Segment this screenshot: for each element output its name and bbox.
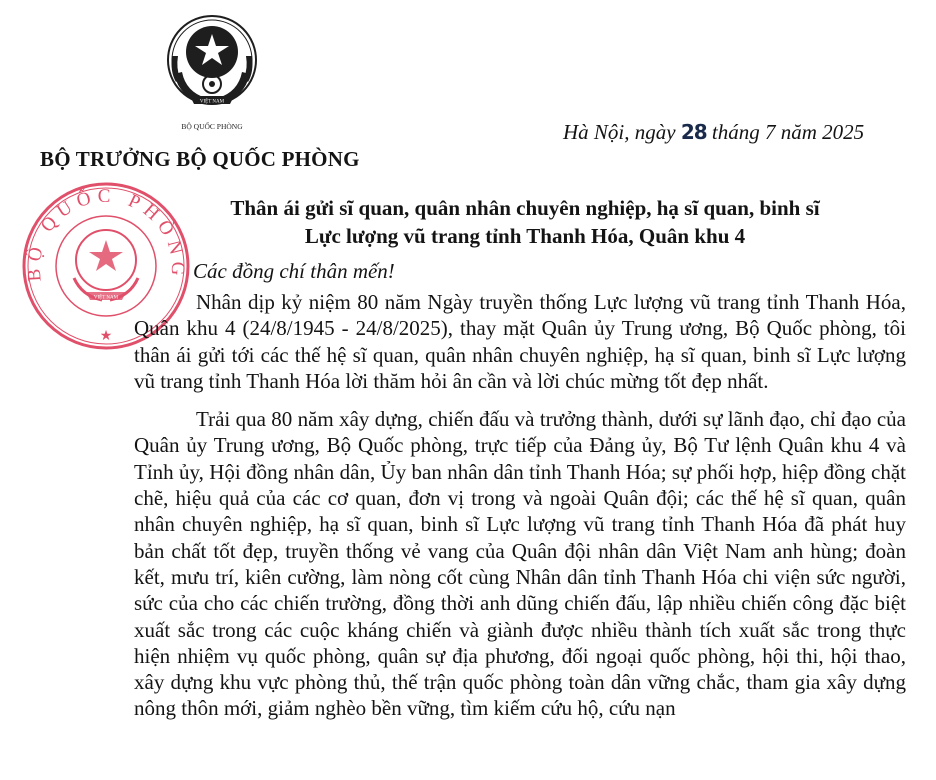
stamp-ribbon-text: VIỆT NAM xyxy=(93,295,119,301)
stamp-ring-text: BỘ QUỐC PHÒNG xyxy=(23,185,189,283)
issuing-organization: BỘ TRƯỞNG BỘ QUỐC PHÒNG xyxy=(40,147,360,171)
emblem-icon xyxy=(160,12,264,136)
recipient-heading xyxy=(160,194,890,250)
recipient-line-2: Lực lượng vũ trang tỉnh Thanh Hóa, Quân khu 4 xyxy=(304,224,746,248)
national-emblem xyxy=(160,12,264,136)
place-date-suffix: tháng 7 năm 2025 xyxy=(711,120,865,144)
emblem-caption: BỘ QUỐC PHÒNG xyxy=(181,122,243,131)
letter-body xyxy=(134,289,906,734)
paragraph: Nhân dịp kỷ niệm 80 năm Ngày truyền thống Lực lượng vũ trang tỉnh Thanh Hóa, Quân khu 4 (24/8/1945 - 24/8/2025), thay mặt Quân ủy Trung ương, Bộ Quốc phòng, tôi thân ái gửi tới các thế hệ sĩ quan, quân nhân chuyên nghiệp, hạ sĩ quan, binh sĩ Lực lượng vũ trang tỉnh Thanh Hóa lời thăm hỏi ân cần và lời chúc mừng tốt đẹp nhất. xyxy=(134,290,906,393)
place-date xyxy=(563,120,864,145)
handwritten-day: 28 xyxy=(680,120,707,144)
recipient-line-1: Thân ái gửi sĩ quan, quân nhân chuyên nghiệp, hạ sĩ quan, binh sĩ xyxy=(230,196,820,220)
paragraph: Trải qua 80 năm xây dựng, chiến đấu và trưởng thành, dưới sự lãnh đạo, chỉ đạo của Quân ủy Trung ương, Bộ Quốc phòng, trực tiếp của Đảng ủy, Bộ Tư lệnh Quân khu 4 và Tỉnh ủy, Hội đồng nhân dân, Ủy ban nhân dân tỉnh Thanh Hóa; sự phối hợp, hiệp đồng chặt chẽ, hiệu quả của các cơ quan, đơn vị trong và ngoài Quân đội; các thế hệ sĩ quan, quân nhân chuyên nghiệp, hạ sĩ quan, binh sĩ Lực lượng vũ trang tỉnh Thanh Hóa đã phát huy bản chất tốt đẹp, truyền thống vẻ vang của Quân đội nhân dân Việt Nam anh hùng; đoàn kết, mưu trí, kiên cường, làm nòng cốt cùng Nhân dân tỉnh Thanh Hóa chi viện sức người, sức của cho các chiến trường, đồng thời anh dũng chiến đấu, lập nhiều chiến công đặc biệt xuất sắc trong các cuộc kháng chiến và giành được nhiều thành tích xuất sắc trong thực hiện nhiệm vụ quốc phòng, quân sự địa phương, đối ngoại quốc phòng, hội thi, hội thao, xây dựng khu vực phòng thủ, thế trận quốc phòng toàn dân vững chắc, tham gia xây dựng nông thôn mới, giảm nghèo bền vững, tìm kiếm cứu hộ, cứu nạn xyxy=(134,407,906,721)
emblem-ribbon-text: VIỆT NAM xyxy=(199,99,225,105)
salutation: Các đồng chí thân mến! xyxy=(193,259,395,283)
svg-text:★: ★ xyxy=(99,328,113,344)
place-date-prefix: Hà Nội, ngày xyxy=(563,120,676,144)
